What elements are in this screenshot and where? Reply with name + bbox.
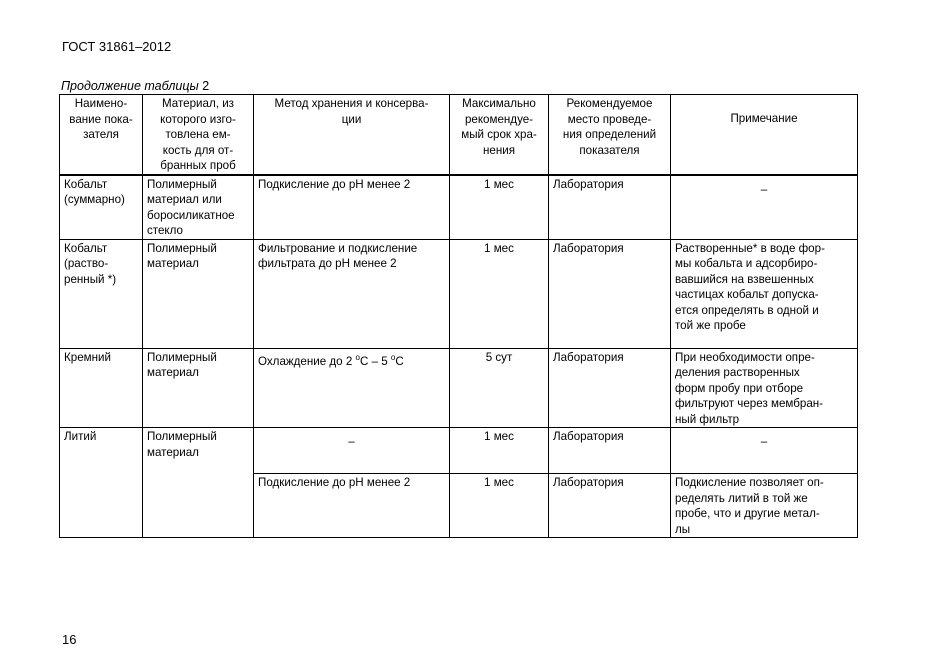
header-place: Рекомендуемое место проведе- ния определений показателя [549, 95, 671, 175]
cell-material: Полимерный материал [143, 239, 254, 348]
cell-indicator: Кремний [60, 348, 143, 428]
cell-period: 1 мес [450, 428, 549, 474]
table-row-cobalt-total [60, 175, 858, 240]
cell-note: Растворенные* в воде фор- мы кобальта и адсорбиро- вавшийся на взвешенных частицах кобальт допуска- ется определять в одной и той же пробе [671, 239, 858, 348]
header-method: Метод хранения и консерва- ции [254, 95, 450, 175]
cell-method: Фильтрование и подкисление фильтрата до pH менее 2 [254, 239, 450, 348]
cell-place: Лаборатория [549, 474, 671, 538]
cell-material: Полимерный материал [143, 348, 254, 428]
cell-period: 1 мес [450, 474, 549, 538]
method-text-part: Охлаждение до 2 [258, 354, 356, 368]
cell-method: Подкисление до pH менее 2 [254, 474, 450, 538]
header-material: Материал, из которого изго- товлена ем- кость для от- бранных проб [143, 95, 254, 175]
cell-note: Подкисление позволяет оп- ределять литий в той же пробе, что и другие метал- лы [671, 474, 858, 538]
degree-sign: о [355, 352, 360, 362]
method-text-part: С [395, 354, 404, 368]
table-row-cobalt-dissolved [60, 239, 858, 348]
cell-place: Лаборатория [549, 348, 671, 428]
cell-period: 5 сут [450, 348, 549, 428]
table-header-row [60, 95, 858, 175]
table-row-silicon [60, 348, 858, 428]
cell-place: Лаборатория [549, 428, 671, 474]
cell-note: – [671, 175, 858, 240]
cell-place: Лаборатория [549, 239, 671, 348]
header-indicator: Наимено- вание пока- зателя [60, 95, 143, 175]
cell-method: Подкисление до pH менее 2 [254, 175, 450, 240]
cell-note: – [671, 428, 858, 474]
table-caption-number: 2 [202, 79, 210, 93]
cell-indicator: Кобальт (суммарно) [60, 175, 143, 240]
header-note: Примечание [671, 95, 858, 175]
table-caption-prefix: Продолжение таблицы [61, 79, 199, 93]
method-text-part: С – 5 [359, 354, 391, 368]
cell-method [254, 348, 450, 428]
cell-period: 1 мес [450, 175, 549, 240]
cell-period: 1 мес [450, 239, 549, 348]
document-standard-header: ГОСТ 31861–2012 [62, 39, 172, 54]
cell-material: Полимерный материал или боросиликатное стекло [143, 175, 254, 240]
table-caption [61, 79, 209, 93]
cell-method: – [254, 428, 450, 474]
cell-place: Лаборатория [549, 175, 671, 240]
cell-indicator: Кобальт (раство- ренный *) [60, 239, 143, 348]
header-period: Максимально рекомендуе- мый срок хра- нения [450, 95, 549, 175]
cell-note: При необходимости опре- деления растворенных форм пробу при отборе фильтруют через мембран- ный фильтр [671, 348, 858, 428]
cell-indicator: Литий [60, 428, 143, 538]
degree-sign: о [390, 352, 396, 362]
cell-material: Полимерный материал [143, 428, 254, 538]
table-row-lithium [60, 428, 858, 474]
page-number: 16 [62, 632, 77, 647]
storage-methods-table [59, 94, 858, 538]
